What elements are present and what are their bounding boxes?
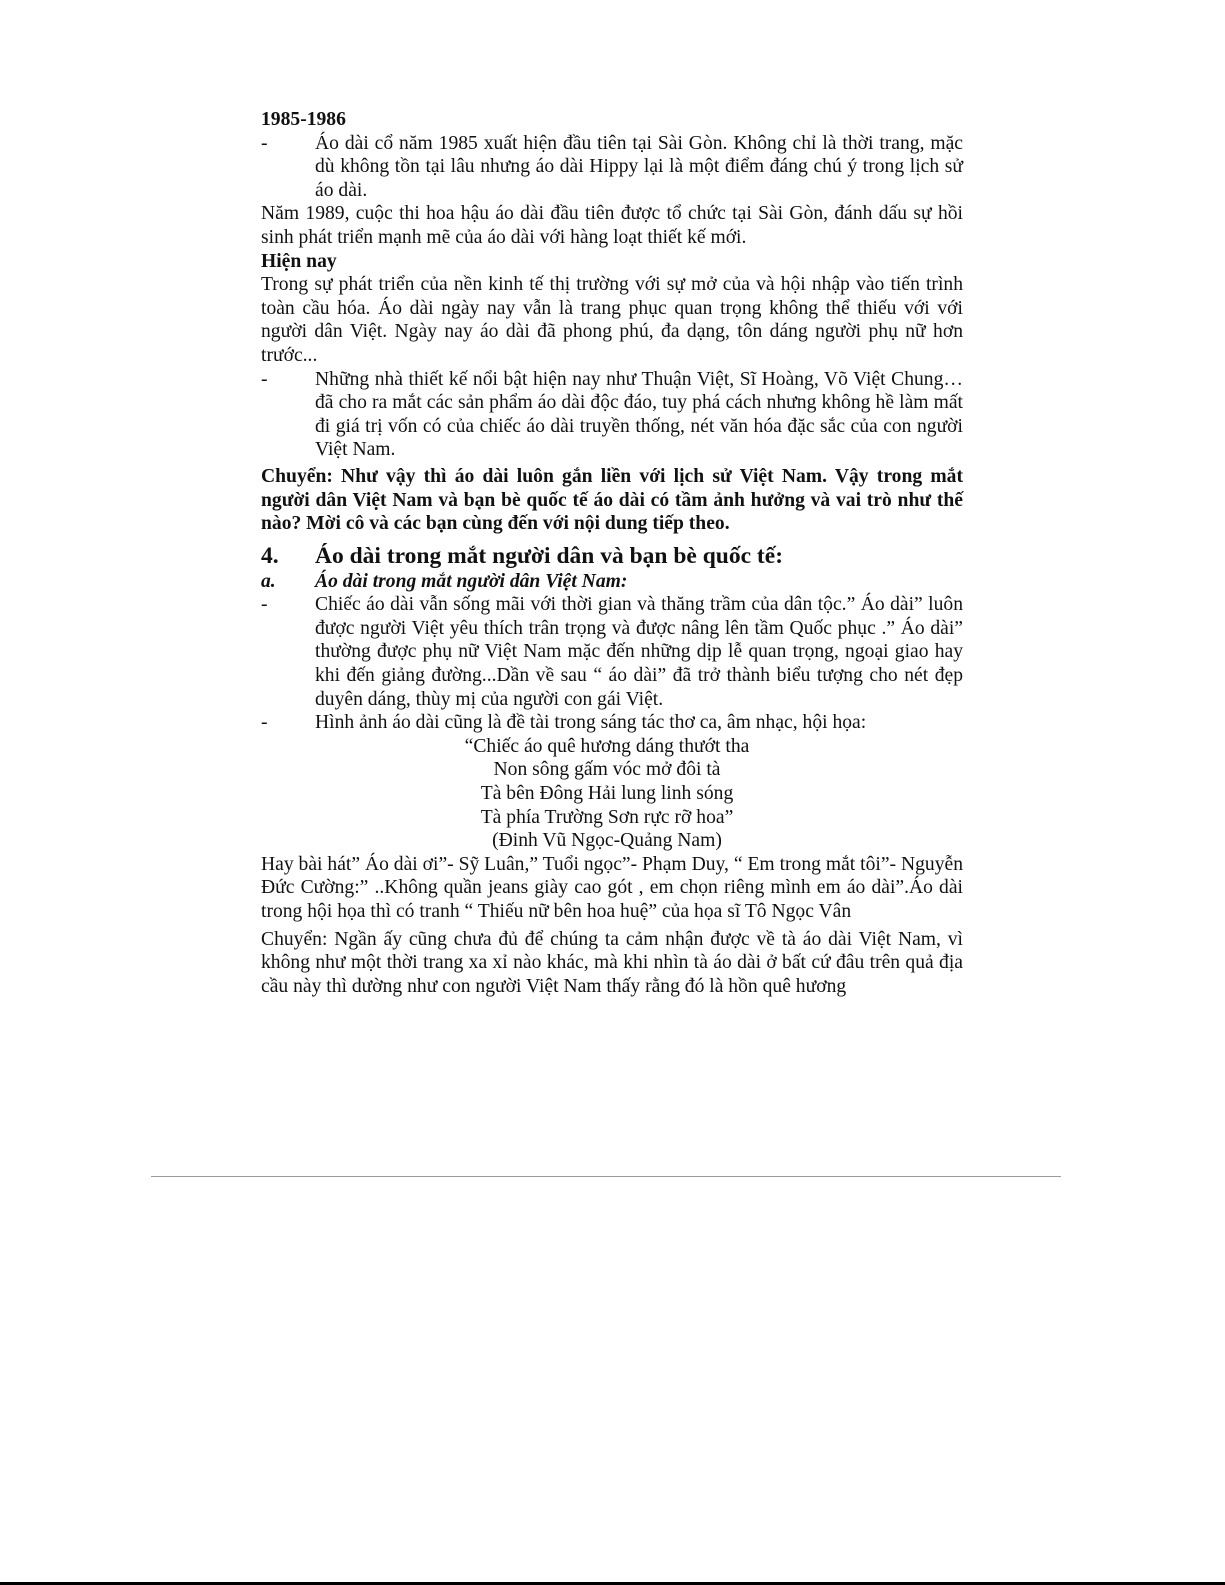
paragraph-1985-text: Áo dài cổ năm 1985 xuất hiện đầu tiên tại Sài Gòn. Không chỉ là thời trang, mặc dù không tồn tại lâu nhưng áo dài Hippy lại là một điểm đáng chú ý trong lịch sử áo dài. (315, 132, 963, 201)
bullet-dash: - (261, 132, 268, 154)
paragraph-designers (261, 368, 963, 462)
page-divider (151, 1176, 1061, 1177)
paragraph-ao-dai-living (261, 593, 963, 711)
transition-paragraph-1: Chuyển: Như vậy thì áo dài luôn gắn liền với lịch sử Việt Nam. Vậy trong mắt người dân Việt Nam và bạn bè quốc tế áo dài có tầm ảnh hưởng và vai trò như thế nào? Mời cô và các bạn cùng đến với nội dung tiếp theo. (261, 465, 963, 535)
poem-attribution: (Đinh Vũ Ngọc-Quảng Nam) (492, 830, 722, 852)
section-4-number: 4. (261, 542, 279, 569)
heading-hien-nay: Hiện nay (261, 250, 337, 272)
section-4-title: Áo dài trong mắt người dân và bạn bè quốc tế: (315, 542, 784, 569)
paragraph-ao-dai-living-text: Chiếc áo dài vẫn sống mãi với thời gian và thăng trầm của dân tộc.” Áo dài” luôn được người Việt yêu thích trân trọng và được nâng lên tầm Quốc phục .” Áo dài” thường được phụ nữ Việt Nam mặc đến những dịp lễ quan trọng, ngoại giao hay khi đến giảng đường...Dần về sau “ áo dài” đã trở thành biểu tượng cho nét đẹp duyên dáng, thùy mị của người con gái Việt. (315, 594, 963, 710)
paragraph-1989: Năm 1989, cuộc thi hoa hậu áo dài đầu tiên được tổ chức tại Sài Gòn, đánh dấu sự hồi sinh phát triển mạnh mẽ của áo dài với hàng loạt thiết kế mới. (261, 203, 963, 248)
poem-line: Tà bên Đông Hải lung linh sóng (480, 783, 734, 805)
paragraph-designers-text: Những nhà thiết kế nổi bật hiện nay như Thuận Việt, Sĩ Hoàng, Võ Việt Chung…đã cho ra mắt các sản phẩm áo dài độc đáo, tuy phá cách nhưng không hề làm mất đi giá trị vốn có của chiếc áo dài truyền thống, nét văn hóa đặc sắc của con người Việt Nam. (315, 368, 963, 461)
bullet-dash: - (261, 594, 268, 616)
heading-1985-1986: 1985-1986 (261, 109, 346, 130)
subsection-a-number: a. (261, 570, 276, 592)
bullet-dash: - (261, 368, 268, 390)
paragraph-hien-nay: Trong sự phát triển của nền kinh tế thị trường với sự mở của và hội nhập vào tiến trình toàn cầu hóa. Áo dài ngày nay vẫn là trang phục quan trọng không thể thiếu với với người dân Việt. Ngày nay áo dài đã phong phú, đa dạng, tôn dáng người phụ nữ hơn trước... (261, 274, 963, 366)
paragraph-art-theme (261, 711, 963, 735)
poem-line: Non sông gấm vóc mở đôi tà (493, 759, 721, 781)
document-body (261, 108, 963, 998)
bullet-dash: - (261, 712, 268, 734)
section-4-heading (261, 542, 963, 570)
subsection-a-title: Áo dài trong mắt người dân Việt Nam: (315, 570, 628, 592)
poem-block (261, 735, 963, 853)
subsection-a-heading (261, 570, 963, 594)
paragraph-songs: Hay bài hát” Áo dài ơi”- Sỹ Luân,” Tuổi ngọc”- Phạm Duy, “ Em trong mắt tôi”- Nguyễn Đức Cường:” ..Không quần jeans giày cao gót , em chọn riêng mình em áo dài”.Áo dài trong hội họa thì có tranh “ Thiếu nữ bên hoa huệ” của họa sĩ Tô Ngọc Vân (261, 853, 963, 922)
paragraph-art-theme-text: Hình ảnh áo dài cũng là đề tài trong sáng tác thơ ca, âm nhạc, hội họa: (315, 712, 867, 734)
poem-line: “Chiếc áo quê hương dáng thướt tha (464, 735, 750, 757)
transition-paragraph-2: Chuyển: Ngần ấy cũng chưa đủ để chúng ta cảm nhận được về tà áo dài Việt Nam, vì không như một thời trang xa xỉ nào khác, mà khi nhìn tà áo dài ở bất cứ đâu trên quả địa cầu này thì dường như con người Việt Nam thấy rằng đó là hồn quê hương (261, 928, 963, 997)
paragraph-1985 (261, 132, 963, 203)
poem-line: Tà phía Trường Sơn rực rỡ hoa” (480, 806, 734, 828)
